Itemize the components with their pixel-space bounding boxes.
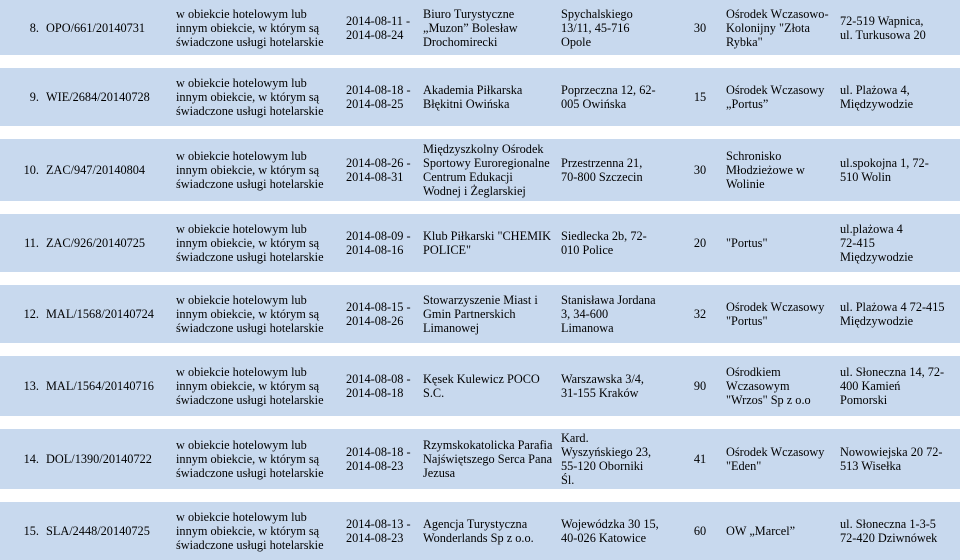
organizer-address: Przestrzenna 21, 70-800 Szczecin: [558, 139, 677, 201]
registration-number: WIE/2684/20140728: [43, 68, 173, 126]
row-number: 9.: [0, 68, 43, 126]
accommodation-form: w obiekcie hotelowym lub innym obiekcie, w którym są świadczone usługi hotelarskie: [173, 502, 343, 560]
participant-count: 30: [677, 0, 723, 55]
accommodation-form: w obiekcie hotelowym lub innym obiekcie, w którym są świadczone usługi hotelarskie: [173, 429, 343, 489]
row-spacer: [0, 55, 960, 68]
facility-name: OW „Marcel”: [723, 502, 837, 560]
facility-name: Ośrodek Wczasowy "Portus": [723, 285, 837, 343]
participant-count: 41: [677, 429, 723, 489]
organizer-address: Wojewódzka 30 15, 40-026 Katowice: [558, 502, 677, 560]
date-range: 2014-08-15 - 2014-08-26: [343, 285, 420, 343]
organizer-address: Stanisława Jordana 3, 34-600 Limanowa: [558, 285, 677, 343]
row-spacer: [0, 416, 960, 429]
organizer-address: Spychalskiego 13/11, 45-716 Opole: [558, 0, 677, 55]
registration-number: ZAC/947/20140804: [43, 139, 173, 201]
accommodation-form: w obiekcie hotelowym lub innym obiekcie, w którym są świadczone usługi hotelarskie: [173, 356, 343, 416]
row-number: 8.: [0, 0, 43, 55]
date-range: 2014-08-18 - 2014-08-25: [343, 68, 420, 126]
date-range: 2014-08-09 - 2014-08-16: [343, 214, 420, 272]
row-spacer: [0, 201, 960, 214]
organizer-name: Klub Piłkarski "CHEMIK POLICE": [420, 214, 558, 272]
row-spacer: [0, 126, 960, 139]
row-number: 11.: [0, 214, 43, 272]
row-number: 14.: [0, 429, 43, 489]
accommodation-form: w obiekcie hotelowym lub innym obiekcie, w którym są świadczone usługi hotelarskie: [173, 68, 343, 126]
facility-name: Ośrodek Wczasowy „Portus”: [723, 68, 837, 126]
facility-name: "Portus": [723, 214, 837, 272]
registration-number: MAL/1564/20140716: [43, 356, 173, 416]
facility-address: ul.plażowa 4 72-415 Międzywodzie: [837, 214, 960, 272]
facility-name: Schronisko Młodzieżowe w Wolinie: [723, 139, 837, 201]
row-spacer-cell: [0, 126, 960, 139]
participant-count: 60: [677, 502, 723, 560]
registration-number: SLA/2448/20140725: [43, 502, 173, 560]
facility-address: Nowowiejska 20 72- 513 Wisełka: [837, 429, 960, 489]
row-spacer-cell: [0, 201, 960, 214]
facility-address: ul. Słoneczna 1-3-5 72-420 Dziwnówek: [837, 502, 960, 560]
table-row: [0, 285, 960, 343]
accommodation-form: w obiekcie hotelowym lub innym obiekcie, w którym są świadczone usługi hotelarskie: [173, 214, 343, 272]
row-spacer-cell: [0, 272, 960, 285]
registration-number: OPO/661/20140731: [43, 0, 173, 55]
row-number: 13.: [0, 356, 43, 416]
facility-name: Ośrodek Wczasowo- Kolonijny "Złota Rybka": [723, 0, 837, 55]
organizer-name: Kęsek Kulewicz POCO S.C.: [420, 356, 558, 416]
organizer-name: Stowarzyszenie Miast i Gmin Partnerskich Limanowej: [420, 285, 558, 343]
facility-address: ul.spokojna 1, 72- 510 Wolin: [837, 139, 960, 201]
accommodation-form: w obiekcie hotelowym lub innym obiekcie, w którym są świadczone usługi hotelarskie: [173, 285, 343, 343]
row-number: 15.: [0, 502, 43, 560]
row-spacer-cell: [0, 489, 960, 502]
organizer-name: Biuro Turystyczne „Muzon” Bolesław Drochomirecki: [420, 0, 558, 55]
row-spacer: [0, 489, 960, 502]
facility-address: ul. Słoneczna 14, 72- 400 Kamień Pomorski: [837, 356, 960, 416]
table-row: [0, 68, 960, 126]
participant-count: 90: [677, 356, 723, 416]
row-spacer-cell: [0, 343, 960, 356]
row-spacer: [0, 343, 960, 356]
table-row: [0, 0, 960, 55]
row-spacer: [0, 272, 960, 285]
registration-number: ZAC/926/20140725: [43, 214, 173, 272]
table-row: [0, 139, 960, 201]
organizer-address: Poprzeczna 12, 62- 005 Owińska: [558, 68, 677, 126]
organizer-name: Agencja Turystyczna Wonderlands Sp z o.o.: [420, 502, 558, 560]
date-range: 2014-08-08 - 2014-08-18: [343, 356, 420, 416]
participant-count: 30: [677, 139, 723, 201]
facility-address: 72-519 Wapnica, ul. Turkusowa 20: [837, 0, 960, 55]
organizer-address: Kard. Wyszyńskiego 23, 55-120 Oborniki Śl.: [558, 429, 677, 489]
table-row: [0, 429, 960, 489]
row-spacer-cell: [0, 55, 960, 68]
row-number: 12.: [0, 285, 43, 343]
accommodation-form: w obiekcie hotelowym lub innym obiekcie, w którym są świadczone usługi hotelarskie: [173, 0, 343, 55]
date-range: 2014-08-13 - 2014-08-23: [343, 502, 420, 560]
table-row: [0, 356, 960, 416]
participant-count: 20: [677, 214, 723, 272]
accommodation-form: w obiekcie hotelowym lub innym obiekcie, w którym są świadczone usługi hotelarskie: [173, 139, 343, 201]
facility-name: Ośrodkiem Wczasowym "Wrzos" Sp z o.o: [723, 356, 837, 416]
participant-count: 32: [677, 285, 723, 343]
organizer-address: Siedlecka 2b, 72- 010 Police: [558, 214, 677, 272]
date-range: 2014-08-11 - 2014-08-24: [343, 0, 420, 55]
organizer-name: Akademia Piłkarska Błękitni Owińska: [420, 68, 558, 126]
row-number: 10.: [0, 139, 43, 201]
table-row: [0, 502, 960, 560]
participant-count: 15: [677, 68, 723, 126]
date-range: 2014-08-26 - 2014-08-31: [343, 139, 420, 201]
facility-address: ul. Plażowa 4 72-415 Międzywodzie: [837, 285, 960, 343]
facility-address: ul. Plażowa 4, Międzywodzie: [837, 68, 960, 126]
organizer-name: Międzyszkolny Ośrodek Sportowy Euroregionalne Centrum Edukacji Wodnej i Żeglarskiej: [420, 139, 558, 201]
registration-number: DOL/1390/20140722: [43, 429, 173, 489]
organizer-address: Warszawska 3/4, 31-155 Kraków: [558, 356, 677, 416]
row-spacer-cell: [0, 416, 960, 429]
date-range: 2014-08-18 - 2014-08-23: [343, 429, 420, 489]
registration-number: MAL/1568/20140724: [43, 285, 173, 343]
organizer-name: Rzymskokatolicka Parafia Najświętszego Serca Pana Jezusa: [420, 429, 558, 489]
facility-name: Ośrodek Wczasowy "Eden": [723, 429, 837, 489]
table-row: [0, 214, 960, 272]
